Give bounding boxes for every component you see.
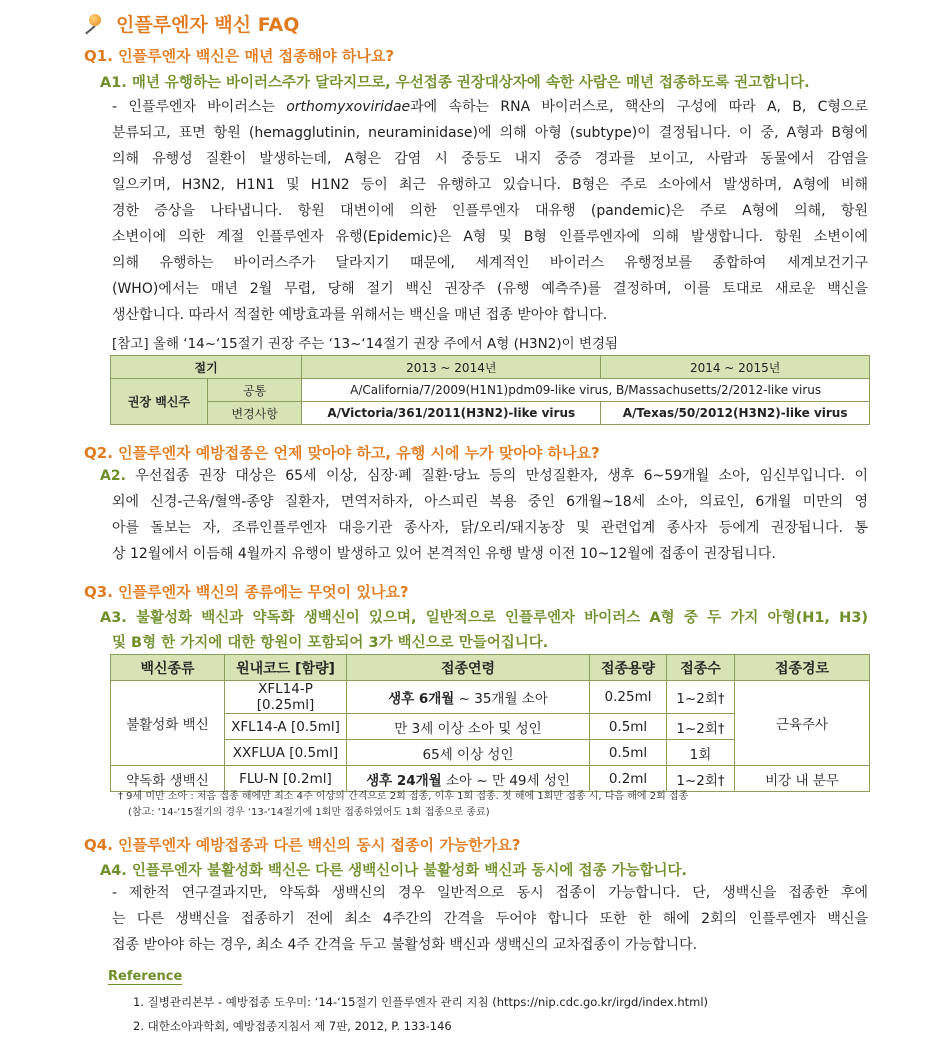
row-label: 권장 백신주 [111, 379, 208, 425]
table-header: 접종수 [667, 655, 735, 681]
reference-title: Reference [108, 969, 183, 984]
table-cell: FLU-N [0.2ml] [225, 766, 347, 792]
answer-1-line: 일으키며, H3N2, H1N1 및 H1N2 등이 최근 유행하고 있습니다. B형은 주로 소아에서 발생하며, A형에 비해 [112, 177, 868, 193]
answer-1-line: 소변이에 의한 계절 인플루엔자 유행(Epidemic)은 A형 및 B형 인플루엔자에 의해 발생합니다. 항원 소변이에 [112, 229, 868, 245]
answer-3-summary: A3. 불활성화 백신과 약독화 생백신이 있으며, 일반적으로 인플루엔자 바이러스 A형 중 두 가지 아형(H1, H3) [100, 610, 868, 626]
pushpin-icon [80, 12, 104, 34]
answer-1-line: (WHO)에서는 매년 2월 무렵, 당해 절기 백신 권장주 (유행 예측주)를 결정하며, 이를 토대로 새로운 백신을 [112, 281, 868, 297]
answer-1-body [112, 94, 868, 328]
answer-2-line: 아를 돌보는 자, 조류인플루엔자 대응기관 종사자, 닭/오리/돼지농장 및 관련업계 종사자 등에게 권장됩니다. 통 [112, 520, 868, 536]
strain-table [110, 355, 870, 425]
table-cell: 만 3세 이상 소아 및 성인 [347, 714, 590, 740]
table-cell: A/California/7/2009(H1N1)pdm09-like virus, B/Massachusetts/2/2012-like virus [302, 379, 870, 402]
answer-1-line: - 인플루엔자 바이러스는 orthomyxoviridae과에 속하는 RNA 바이러스로, 핵산의 구성에 따라 A, B, C형으로 [112, 99, 868, 115]
table-cell: 1~2회† [667, 714, 735, 740]
answer-1-line: 분류되고, 표면 항원 (hemagglutinin, neuraminidase)에 의해 아형 (subtype)이 결정됩니다. 이 중, A형과 B형에 [112, 125, 868, 141]
table-header: 절기 [111, 356, 302, 379]
reference-note: [참고] 올해 ‘14~‘15절기 권장 주는 ‘13~‘14절기 권장 주에서 A형 (H3N2)이 변경됨 [112, 336, 619, 352]
table-cell: 생후 24개월 소아 ~ 만 49세 성인 [347, 766, 590, 792]
answer-4-summary: A4. 인플루엔자 불활성화 백신은 다른 생백신이나 불활성화 백신과 동시에 접종 가능합니다. [100, 863, 688, 879]
table-row [111, 681, 870, 714]
table-header: 2013 ~ 2014년 [302, 356, 601, 379]
table-header: 백신종류 [111, 655, 225, 681]
answer-2-line: 상 12월에서 이듬해 4월까지 유행이 발생하고 있어 본격적인 유행 발생 이전 10~12월에 접종이 권장됩니다. [112, 546, 776, 562]
table-cell: 0.5ml [590, 714, 667, 740]
table-cell: 비강 내 분무 [735, 766, 870, 792]
footnote: † 9세 미만 소아 : 처음 접종 해에만 최소 4주 이상의 간격으로 2회 접종, 이후 1회 접종. 첫 해에 1회만 접종 시, 다음 해에 2회 접종 [118, 791, 689, 802]
table-cell: 근육주사 [735, 681, 870, 766]
table-cell: 0.25ml [590, 681, 667, 714]
answer-1-line: 경한 증상을 나타냅니다. 항원 대변이에 의한 인플루엔자 대유행 (pandemic)은 주로 A형에 의해, 항원 [112, 203, 868, 219]
answer-4-body [112, 880, 868, 958]
table-cell: XFL14-P [0.25ml] [225, 681, 347, 714]
answer-2-line: 외에 신경-근육/혈액-종양 질환자, 면역저하자, 아스피린 복용 중인 6개월~18세 소아, 의료인, 6개월 미만의 영 [112, 494, 868, 510]
table-cell: 1~2회† [667, 681, 735, 714]
reference-item: 1. 질병관리본부 - 예방접종 도우미: ‘14-‘15절기 인플루엔자 관리 지침 (https://nip.cdc.go.kr/irgd/index.html) [133, 995, 709, 1009]
answer-2-body [100, 463, 868, 567]
table-header: 접종경로 [735, 655, 870, 681]
question-2: Q2. 인플루엔자 예방접종은 언제 맞아야 하고, 유행 시에 누가 맞아야 하나요? [84, 444, 600, 462]
answer-1-summary: A1. 매년 유행하는 바이러스주가 달라지므로, 우선접종 권장대상자에 속한 사람은 매년 접종하도록 권고합니다. [100, 75, 810, 91]
table-cell: XFL14-A [0.5ml] [225, 714, 347, 740]
table-header: 접종연령 [347, 655, 590, 681]
answer-4-line: - 제한적 연구결과지만, 약독화 생백신의 경우 일반적으로 동시 접종이 가능합니다. 단, 생백신을 접종한 후에 [112, 885, 868, 901]
table-cell: 생후 6개월 ~ 35개월 소아 [347, 681, 590, 714]
table-cell: A/Victoria/361/2011(H3N2)-like virus [302, 402, 601, 425]
answer-3-summary: 및 B형 한 가지에 대한 항원이 포함되어 3가 백신으로 만들어집니다. [112, 635, 549, 651]
reference-item: 2. 대한소아과학회, 예방접종지침서 제 7판, 2012, P. 133-146 [133, 1019, 452, 1033]
table-cell: 1회 [667, 740, 735, 766]
answer-4-line: 접종 받아야 하는 경우, 최소 4주 간격을 두고 불활성화 백신과 생백신의 교차접종이 가능합니다. [112, 937, 698, 953]
answer-4-line: 는 다른 생백신을 접종하기 전에 최소 4주간의 간격을 두어야 합니다 또한 한 해에 2회의 인플루엔자 백신을 [112, 911, 868, 927]
table-cell: 0.2ml [590, 766, 667, 792]
footnote: (참고: ‘14-‘15절기의 경우 ‘13-‘14절기에 1회만 접종하였어도 1회 접종으로 종료) [128, 807, 490, 818]
question-3: Q3. 인플루엔자 백신의 종류에는 무엇이 있나요? [84, 583, 409, 601]
answer-2-line: A2. 우선접종 권장 대상은 65세 이상, 심장·폐 질환·당뇨 등의 만성질환자, 생후 6~59개월 소아, 임신부입니다. 이 [100, 468, 868, 484]
row-label: 변경사항 [208, 402, 302, 425]
table-header: 2014 ~ 2015년 [601, 356, 870, 379]
table-cell: 0.5ml [590, 740, 667, 766]
answer-1-line: 의해 유행하는 바이러스주가 달라지기 때문에, 세계적인 바이러스 유행정보를 종합하여 세계보건기구 [112, 255, 868, 271]
page-title: 인플루엔자 백신 FAQ [116, 13, 300, 36]
question-1: Q1. 인플루엔자 백신은 매년 접종해야 하나요? [84, 47, 395, 65]
vaccine-table [110, 654, 870, 792]
answer-1-line: 생산합니다. 따라서 적절한 예방효과를 위해서는 백신을 매년 접종 받아야 합니다. [112, 307, 608, 323]
table-cell: 약독화 생백신 [111, 766, 225, 792]
table-cell: A/Texas/50/2012(H3N2)-like virus [601, 402, 870, 425]
row-label: 공통 [208, 379, 302, 402]
table-header: 원내코드 [함량] [225, 655, 347, 681]
table-cell: XXFLUA [0.5ml] [225, 740, 347, 766]
table-cell: 1~2회† [667, 766, 735, 792]
answer-1-line: 의해 유행성 질환이 발생하는데, A형은 감염 시 중등도 내지 중증 경과를 보이고, 사람과 동물에서 감염을 [112, 151, 868, 167]
page-header [80, 8, 299, 38]
table-header: 접종용량 [590, 655, 667, 681]
table-cell: 65세 이상 성인 [347, 740, 590, 766]
table-cell: 불활성화 백신 [111, 681, 225, 766]
question-4: Q4. 인플루엔자 예방접종과 다른 백신의 동시 접종이 가능한가요? [84, 836, 521, 854]
